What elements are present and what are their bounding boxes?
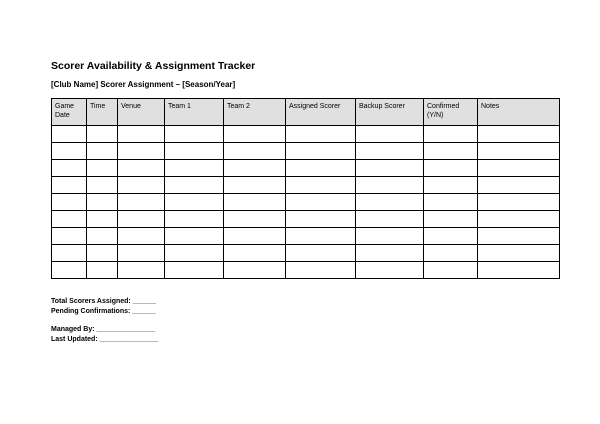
column-header-backup-scorer: Backup Scorer — [356, 99, 424, 126]
column-header-team1: Team 1 — [165, 99, 224, 126]
column-header-time: Time — [87, 99, 118, 126]
table-cell-backup-scorer[interactable] — [356, 262, 424, 279]
table-cell-venue[interactable] — [118, 211, 165, 228]
table-cell-notes[interactable] — [478, 262, 560, 279]
table-row — [52, 143, 560, 160]
table-cell-time[interactable] — [87, 143, 118, 160]
table-cell-confirmed[interactable] — [424, 194, 478, 211]
table-cell-time[interactable] — [87, 126, 118, 143]
table-cell-team1[interactable] — [165, 177, 224, 194]
column-header-venue: Venue — [118, 99, 165, 126]
table-cell-notes[interactable] — [478, 228, 560, 245]
table-cell-assigned-scorer[interactable] — [286, 126, 356, 143]
table-cell-team2[interactable] — [224, 194, 286, 211]
document-subtitle: [Club Name] Scorer Assignment – [Season/Year] — [51, 80, 236, 89]
table-cell-confirmed[interactable] — [424, 228, 478, 245]
document-title: Scorer Availability & Assignment Tracker — [51, 60, 256, 72]
table-cell-assigned-scorer[interactable] — [286, 228, 356, 245]
table-cell-venue[interactable] — [118, 160, 165, 177]
table-row — [52, 160, 560, 177]
table-cell-assigned-scorer[interactable] — [286, 160, 356, 177]
table-cell-venue[interactable] — [118, 245, 165, 262]
table-cell-game-date[interactable] — [52, 143, 87, 160]
table-cell-confirmed[interactable] — [424, 143, 478, 160]
table-cell-confirmed[interactable] — [424, 160, 478, 177]
table-cell-confirmed[interactable] — [424, 211, 478, 228]
table-cell-game-date[interactable] — [52, 245, 87, 262]
table-cell-notes[interactable] — [478, 194, 560, 211]
table-cell-backup-scorer[interactable] — [356, 177, 424, 194]
table-cell-assigned-scorer[interactable] — [286, 245, 356, 262]
table-cell-game-date[interactable] — [52, 177, 87, 194]
table-cell-notes[interactable] — [478, 143, 560, 160]
table-cell-venue[interactable] — [118, 143, 165, 160]
table-cell-confirmed[interactable] — [424, 177, 478, 194]
table-cell-team2[interactable] — [224, 143, 286, 160]
table-cell-time[interactable] — [87, 262, 118, 279]
table-cell-backup-scorer[interactable] — [356, 160, 424, 177]
table-cell-confirmed[interactable] — [424, 262, 478, 279]
table-row — [52, 211, 560, 228]
table-row — [52, 228, 560, 245]
table-cell-game-date[interactable] — [52, 126, 87, 143]
pending-confirmations: Pending Confirmations: ______ — [51, 308, 156, 315]
table-cell-assigned-scorer[interactable] — [286, 211, 356, 228]
table-cell-backup-scorer[interactable] — [356, 211, 424, 228]
table-cell-confirmed[interactable] — [424, 245, 478, 262]
table-cell-team1[interactable] — [165, 228, 224, 245]
table-cell-team2[interactable] — [224, 126, 286, 143]
table-cell-venue[interactable] — [118, 194, 165, 211]
table-cell-notes[interactable] — [478, 126, 560, 143]
table-body — [52, 126, 560, 279]
managed-by: Managed By: _______________ — [51, 326, 155, 333]
table-cell-team1[interactable] — [165, 262, 224, 279]
table-cell-team1[interactable] — [165, 143, 224, 160]
column-header-notes: Notes — [478, 99, 560, 126]
table-cell-venue[interactable] — [118, 126, 165, 143]
table-cell-team1[interactable] — [165, 126, 224, 143]
table-cell-time[interactable] — [87, 245, 118, 262]
table-cell-backup-scorer[interactable] — [356, 228, 424, 245]
last-updated: Last Updated: _______________ — [51, 336, 159, 343]
table-cell-team2[interactable] — [224, 245, 286, 262]
table-row — [52, 245, 560, 262]
table-cell-backup-scorer[interactable] — [356, 126, 424, 143]
table-cell-team2[interactable] — [224, 228, 286, 245]
assignment-table — [51, 98, 560, 279]
total-scorers-assigned: Total Scorers Assigned: ______ — [51, 298, 157, 305]
table-cell-venue[interactable] — [118, 177, 165, 194]
table-cell-time[interactable] — [87, 160, 118, 177]
table-cell-notes[interactable] — [478, 160, 560, 177]
table-cell-game-date[interactable] — [52, 228, 87, 245]
table-cell-backup-scorer[interactable] — [356, 143, 424, 160]
table-cell-game-date[interactable] — [52, 211, 87, 228]
table-cell-team1[interactable] — [165, 245, 224, 262]
table-cell-time[interactable] — [87, 194, 118, 211]
table-cell-game-date[interactable] — [52, 194, 87, 211]
table-cell-assigned-scorer[interactable] — [286, 143, 356, 160]
table-cell-assigned-scorer[interactable] — [286, 262, 356, 279]
table-cell-time[interactable] — [87, 211, 118, 228]
table-cell-venue[interactable] — [118, 262, 165, 279]
table-cell-team1[interactable] — [165, 211, 224, 228]
table-cell-notes[interactable] — [478, 211, 560, 228]
table-row — [52, 262, 560, 279]
column-header-assigned-scorer: Assigned Scorer — [286, 99, 356, 126]
table-cell-notes[interactable] — [478, 177, 560, 194]
table-cell-team2[interactable] — [224, 160, 286, 177]
table-cell-assigned-scorer[interactable] — [286, 177, 356, 194]
table-cell-team1[interactable] — [165, 194, 224, 211]
table-row — [52, 177, 560, 194]
table-cell-team2[interactable] — [224, 177, 286, 194]
table-row — [52, 126, 560, 143]
column-header-team2: Team 2 — [224, 99, 286, 126]
table-header-row — [52, 99, 560, 126]
table-cell-team2[interactable] — [224, 211, 286, 228]
table-cell-team1[interactable] — [165, 160, 224, 177]
table-cell-time[interactable] — [87, 228, 118, 245]
table-cell-confirmed[interactable] — [424, 126, 478, 143]
table-cell-backup-scorer[interactable] — [356, 194, 424, 211]
table-cell-notes[interactable] — [478, 245, 560, 262]
table-cell-backup-scorer[interactable] — [356, 245, 424, 262]
table-cell-time[interactable] — [87, 177, 118, 194]
column-header-game-date: Game Date — [52, 99, 87, 126]
table-cell-venue[interactable] — [118, 228, 165, 245]
table-cell-game-date[interactable] — [52, 262, 87, 279]
table-cell-game-date[interactable] — [52, 160, 87, 177]
table-cell-team2[interactable] — [224, 262, 286, 279]
table-cell-assigned-scorer[interactable] — [286, 194, 356, 211]
column-header-confirmed: Confirmed (Y/N) — [424, 99, 478, 126]
table-row — [52, 194, 560, 211]
